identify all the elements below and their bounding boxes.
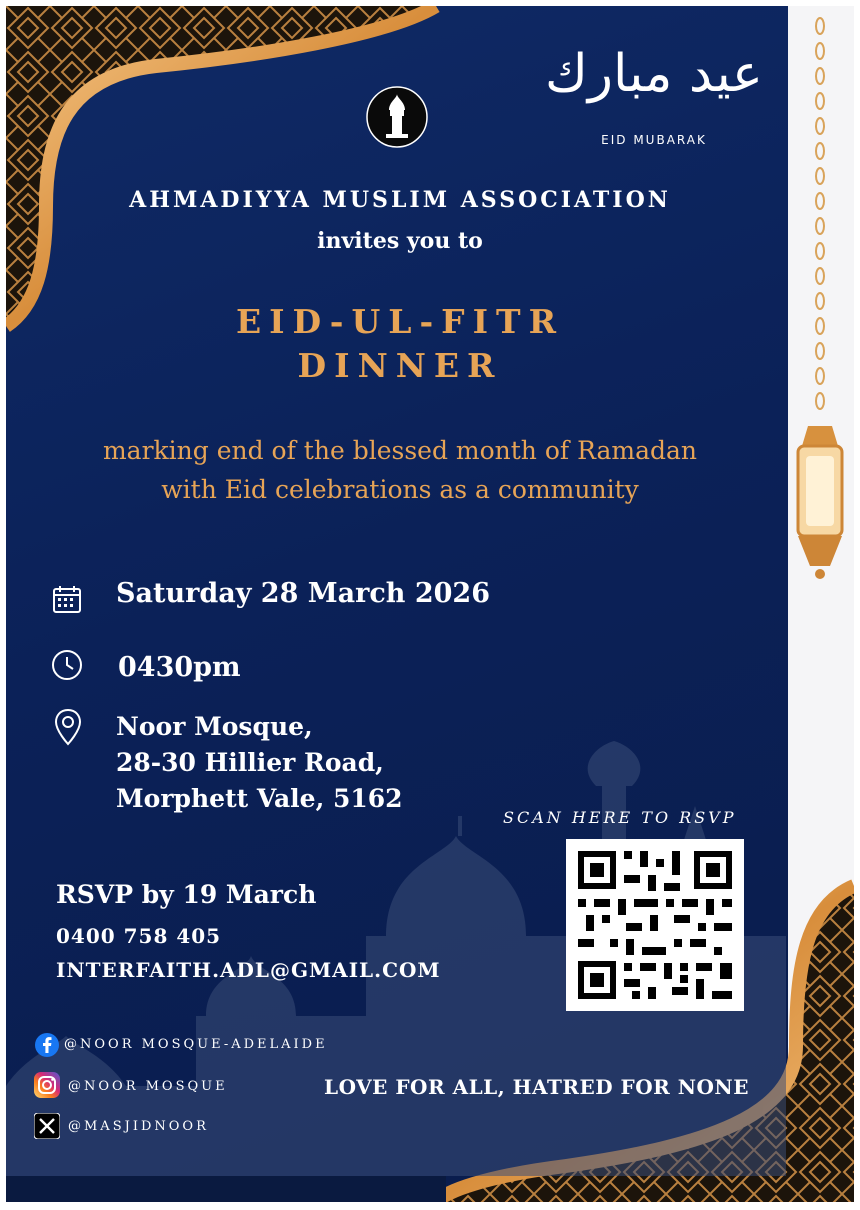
event-subtitle-line1: marking end of the blessed month of Ramadan: [102, 436, 698, 465]
qr-code[interactable]: [566, 839, 744, 1011]
social-facebook-handle[interactable]: @NOOR MOSQUE-ADELAIDE: [64, 1037, 328, 1052]
invite-text: invites you to: [317, 228, 483, 254]
x-icon[interactable]: [34, 1113, 60, 1139]
event-date: Saturday 28 March 2026: [116, 578, 490, 609]
rsvp-phone[interactable]: 0400 758 405: [56, 924, 222, 948]
lantern-decoration: [790, 6, 850, 586]
location-line3: Morphett Vale, 5162: [116, 784, 403, 813]
arabic-calligraphy: عيد مبارك: [545, 44, 763, 104]
clock-icon: [51, 649, 83, 681]
motto: LOVE FOR ALL, HATRED FOR NONE: [324, 1075, 749, 1099]
scan-label: SCAN HERE TO RSVP: [503, 808, 737, 827]
location-line1: Noor Mosque,: [116, 712, 313, 741]
event-title-line2: DINNER: [297, 346, 503, 385]
event-title-line1: EID-UL-FITR: [235, 302, 565, 341]
eid-mubarak-text: EID MUBARAK: [601, 133, 707, 147]
rsvp-deadline: RSVP by 19 March: [56, 880, 317, 909]
social-instagram-handle[interactable]: @NOOR MOSQUE: [68, 1079, 228, 1094]
instagram-icon[interactable]: [34, 1072, 60, 1098]
mosque-logo-icon: [366, 86, 428, 148]
event-time: 0430pm: [118, 652, 241, 683]
calendar-icon: [52, 584, 82, 614]
location-pin-icon: [54, 708, 82, 746]
rsvp-email[interactable]: INTERFAITH.ADL@GMAIL.COM: [56, 958, 441, 982]
facebook-icon[interactable]: [35, 1033, 59, 1057]
event-subtitle-line2: with Eid celebrations as a community: [161, 475, 639, 504]
qr-code-graphic: [566, 839, 744, 1011]
flyer-card: [6, 6, 854, 1202]
social-x-handle[interactable]: @MASJIDNOOR: [68, 1119, 209, 1134]
location-line2: 28-30 Hillier Road,: [116, 748, 384, 777]
org-name: AHMADIYYA MUSLIM ASSOCIATION: [129, 187, 671, 213]
